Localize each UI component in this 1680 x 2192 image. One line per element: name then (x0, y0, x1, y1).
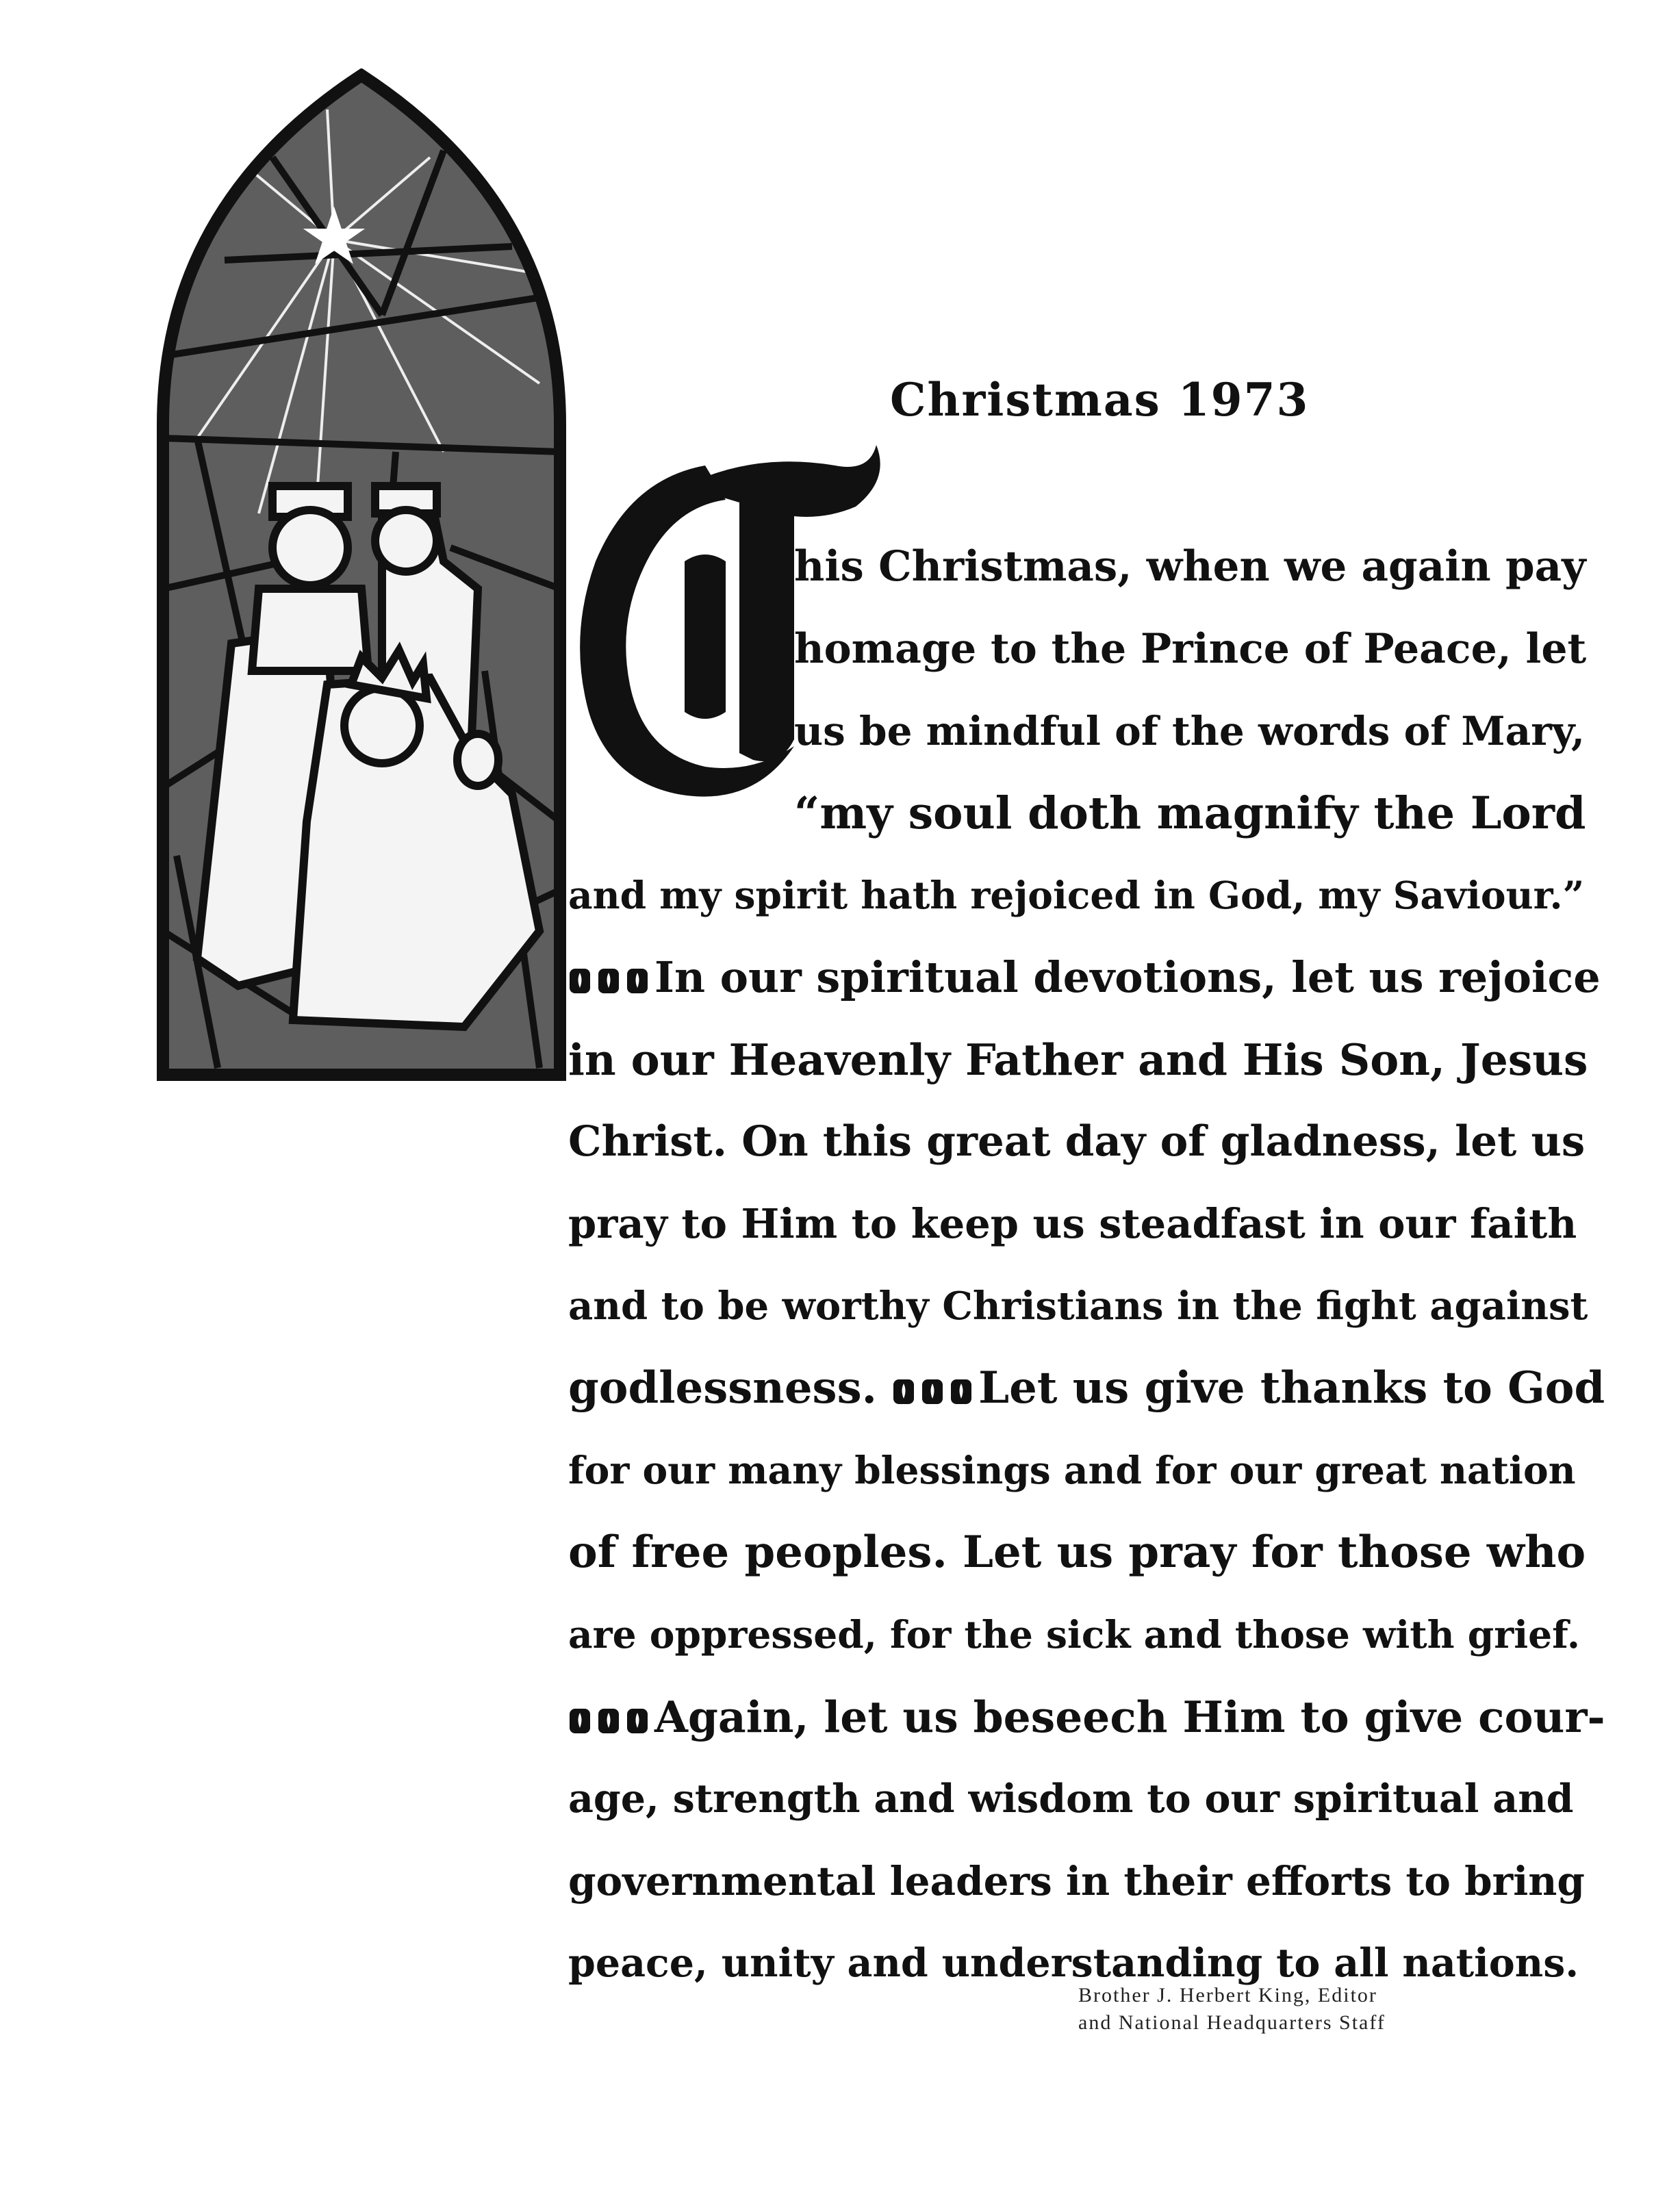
body-line-text: Again, let us beseech Him to give cour- (654, 1692, 1605, 1742)
candles-ornament-icon (568, 1703, 591, 1735)
body-line-text: his Christmas, when we again pay (794, 542, 1586, 591)
signature-line-2: and National Headquarters Staff (1078, 2011, 1386, 2034)
body-line-text: and my spirit hath rejoiced in God, my Saviour.” (568, 873, 1585, 917)
body-line-text: godlessness. (568, 1362, 877, 1414)
body-line (794, 616, 1586, 682)
body-line (568, 1520, 1586, 1585)
body-line-text: governmental leaders in their efforts to bring (568, 1858, 1585, 1904)
signature-line-1: Brother J. Herbert King, Editor (1078, 1984, 1377, 2006)
body-line (568, 1191, 1577, 1257)
candles-ornament-icon (892, 1374, 915, 1405)
body-line (568, 945, 1601, 1010)
candles-ornament-icon (921, 1374, 944, 1405)
body-line (568, 1848, 1585, 1914)
page-heading: Christmas 1973 (890, 373, 1310, 426)
body-line-text: and to be worthy Christians in the fight against (568, 1284, 1588, 1329)
body-line (794, 534, 1586, 600)
candles-ornament-icon (626, 963, 649, 995)
body-line (568, 1273, 1588, 1339)
candles-ornament-icon (626, 1703, 649, 1735)
body-line-text: peace, unity and understanding to all nations. (568, 1940, 1579, 1986)
body-line (794, 780, 1586, 846)
body-line-text: are oppressed, for the sick and those with grief. (568, 1612, 1580, 1657)
candles-ornament-icon (597, 1703, 620, 1735)
body-line-text: homage to the Prince of Peace, let (794, 625, 1587, 673)
body-line-tail: Let us give thanks to God (978, 1362, 1605, 1414)
body-line (568, 1766, 1574, 1832)
body-line-text: for our many blessings and for our great nation (568, 1448, 1576, 1492)
candles-ornament-icon (950, 1374, 973, 1405)
body-line-text: pray to Him to keep us steadfast in our faith (568, 1200, 1577, 1247)
body-line (794, 698, 1585, 764)
signature (1078, 1982, 1489, 2037)
body-line-text: Christ. On this great day of gladness, let us (568, 1117, 1586, 1166)
body-line-text: in our Heavenly Father and His Son, Jesus (568, 1034, 1588, 1085)
body-line-text: “my soul doth magnify the Lord (794, 787, 1586, 839)
body-line-text: us be mindful of the words of Mary, (794, 708, 1586, 754)
body-line-text: In our spiritual devotions, let us rejoice (654, 952, 1601, 1002)
body-line-text: age, strength and wisdom to our spiritual and (568, 1776, 1574, 1822)
stained-glass-window-icon (156, 68, 567, 1082)
body-line (568, 1027, 1588, 1093)
body-line (568, 1602, 1580, 1668)
body-line (568, 1684, 1605, 1750)
body-line (568, 1109, 1585, 1175)
body-line (568, 863, 1584, 928)
candles-ornament-icon (568, 963, 591, 995)
body-line (568, 1438, 1576, 1503)
body-line (568, 1355, 1605, 1421)
candles-ornament-icon (597, 963, 620, 995)
body-line-text: of free peoples. Let us pray for those who (568, 1527, 1586, 1578)
